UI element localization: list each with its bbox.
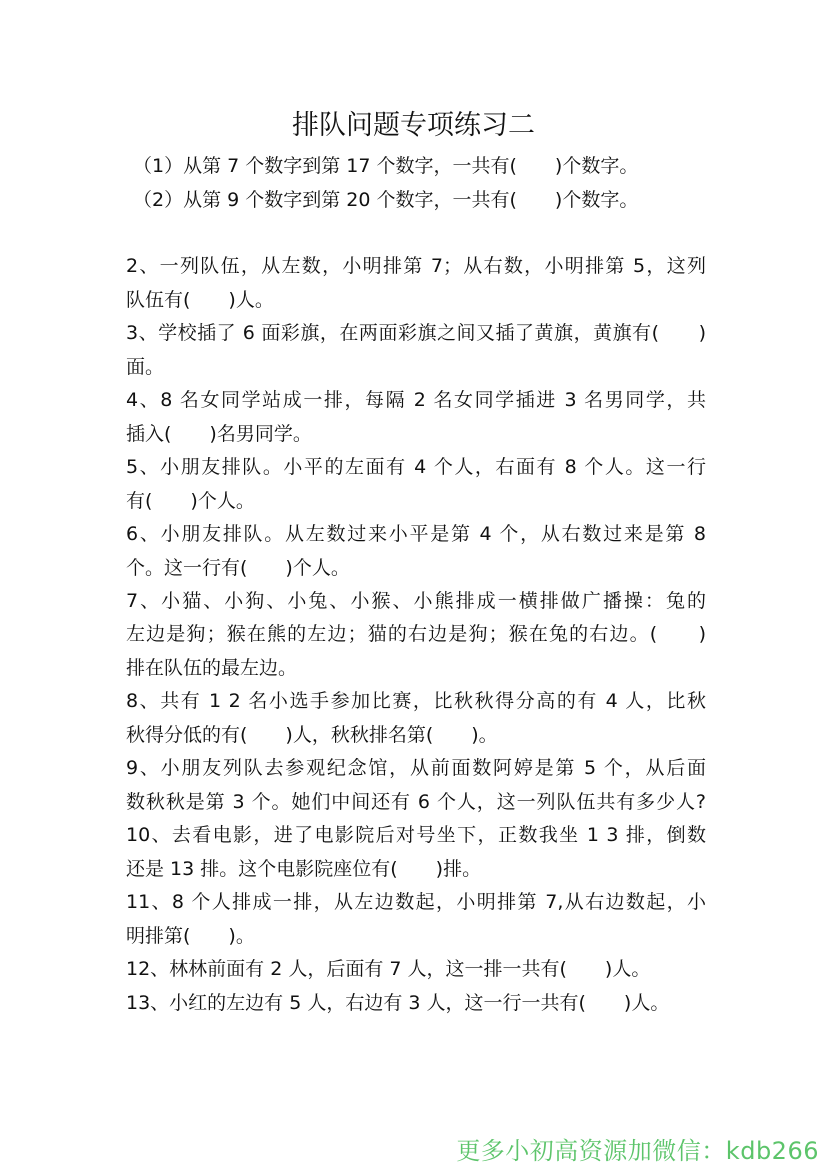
question-3-line-2: 面。 bbox=[126, 356, 165, 378]
watermark-text: 更多小初高资源加微信：kdb266 bbox=[456, 1137, 819, 1165]
sub-question-2: （2）从第 9 个数字到第 20 个数字，一共有( )个数字。 bbox=[133, 189, 639, 211]
question-9-line-2: 数秋秋是第 3 个。她们中间还有 6 个人，这一列队伍共有多少人? bbox=[126, 791, 706, 813]
question-10-line-1: 10、去看电影，进了电影院后对号坐下，正数我坐 1 3 排，倒数 bbox=[126, 824, 706, 846]
question-7-line-1: 7、小猫、小狗、小兔、小猴、小熊排成一横排做广播操：兔的 bbox=[126, 590, 706, 612]
question-12-line-1: 12、林林前面有 2 人，后面有 7 人，这一排一共有( )人。 bbox=[126, 958, 651, 980]
page-title: 排队问题专项练习二 bbox=[292, 110, 535, 141]
question-9-line-1: 9、小朋友列队去参观纪念馆，从前面数阿婷是第 5 个，从后面 bbox=[126, 757, 706, 779]
question-13-line-1: 13、小红的左边有 5 人，右边有 3 人，这一行一共有( )人。 bbox=[126, 992, 670, 1014]
question-2-line-2: 队伍有( )人。 bbox=[126, 289, 274, 311]
question-4-line-1: 4、8 名女同学站成一排，每隔 2 名女同学插进 3 名男同学，共 bbox=[126, 389, 706, 411]
question-8-line-2: 秋得分低的有( )人，秋秋排名第( )。 bbox=[126, 724, 498, 746]
question-6-line-2: 个。这一行有( )个人。 bbox=[126, 557, 350, 579]
question-2-line-1: 2、一列队伍，从左数，小明排第 7；从右数，小明排第 5，这列 bbox=[126, 255, 706, 277]
question-10-line-2: 还是 13 排。这个电影院座位有( )排。 bbox=[126, 858, 482, 880]
question-7-line-2: 左边是狗；猴在熊的左边；猫的右边是狗；猴在兔的右边。( ) bbox=[126, 623, 706, 645]
question-3-line-1: 3、学校插了 6 面彩旗，在两面彩旗之间又插了黄旗，黄旗有( ) bbox=[126, 322, 706, 344]
question-8-line-1: 8、共有 1 2 名小选手参加比赛，比秋秋得分高的有 4 人，比秋 bbox=[126, 690, 706, 712]
question-7-line-3: 排在队伍的最左边。 bbox=[126, 657, 298, 679]
sub-question-1: （1）从第 7 个数字到第 17 个数字，一共有( )个数字。 bbox=[133, 155, 639, 177]
question-4-line-2: 插入( )名男同学。 bbox=[126, 423, 312, 445]
question-11-line-2: 明排第( )。 bbox=[126, 925, 255, 947]
question-5-line-2: 有( )个人。 bbox=[126, 490, 255, 512]
question-5-line-1: 5、小朋友排队。小平的左面有 4 个人，右面有 8 个人。这一行 bbox=[126, 456, 706, 478]
question-11-line-1: 11、8 个人排成一排，从左边数起，小明排第 7,从右边数起，小 bbox=[126, 891, 706, 913]
question-6-line-1: 6、小朋友排队。从左数过来小平是第 4 个，从右数过来是第 8 bbox=[126, 523, 706, 545]
